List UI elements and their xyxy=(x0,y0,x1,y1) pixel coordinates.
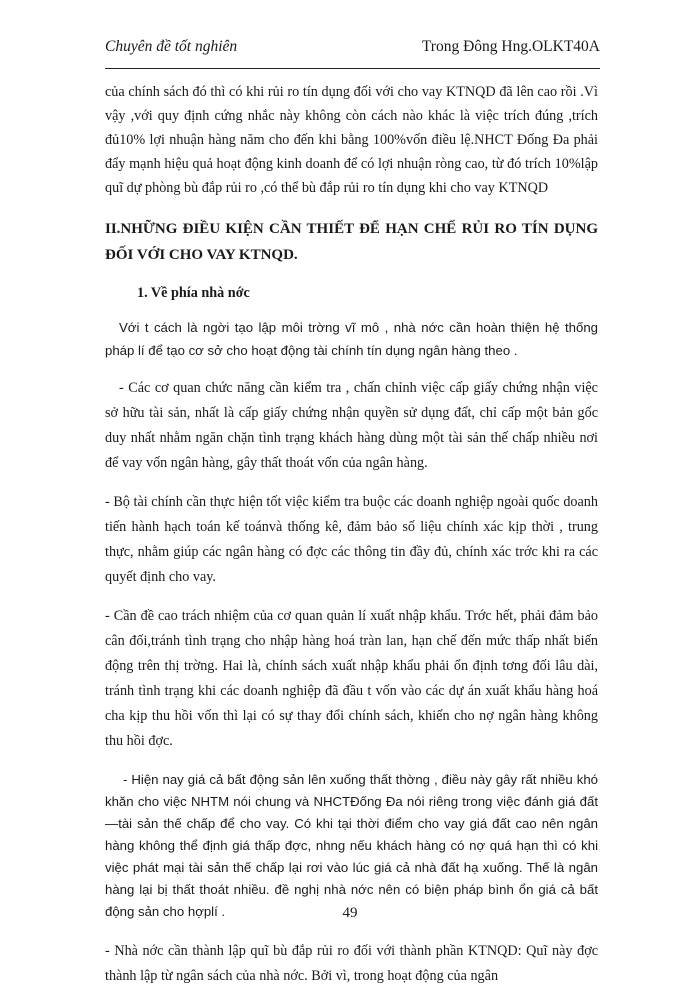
page-body xyxy=(105,80,598,989)
paragraph-bullet-1: - Các cơ quan chức năng cần kiểm tra , chấn chỉnh việc cấp giấy chứng nhận việc sở hữu tài sản, nhất là cấp giấy chứng nhận quyền sử dụng đất, chỉ cấp một bản gốc duy nhất nhằm ngăn chặn tình trạng khách hàng dùng một tài sản thế chấp nhiều nơi để vay vốn ngân hàng, gây thất thoát vốn của ngân hàng. xyxy=(105,380,598,471)
header-document-title: Chuyên đề tốt nghiên xyxy=(105,38,238,55)
header-author-class: Trong Đông Hng.OLKT40A xyxy=(421,38,600,55)
section-heading: II.NHỮNG ĐIỀU KIỆN CẦN THIẾT ĐỂ HẠN CHẾ RỦI RO TÍN DỤNG ĐỐI VỚI CHO VAY KTNQD. xyxy=(105,221,598,263)
page-number: 49 xyxy=(342,905,358,921)
page-header xyxy=(105,38,600,58)
paragraph-continuation: của chính sách đó thì có khi rủi ro tín dụng đối với cho vay KTNQD đã lên cao rồi .Vì vậy ,với quy định cứng nhắc này không còn cách nào khác là việc trích đúng ,trích đủ10% lợi nhuận hàng năm cho đến khi bằng 100%vốn điều lệ.NHCT Đống Đa phải đẩy mạnh hiệu quả hoạt động kinh doanh để có lợi nhuận ròng cao, từ đó trích 10%lập quĩ dự phòng bù đắp rủi ro ,có thể bù đắp rủi ro tín dụng khi cho vay KTNQD xyxy=(105,84,598,196)
paragraph-bullet-5: - Nhà nớc cần thành lập quĩ bù đắp rủi ro đối với thành phần KTNQD: Quĩ này đợc thành lập từ ngân sách của nhà nớc. Bởi vì, trong hoạt động của ngân xyxy=(105,943,598,984)
paragraph-intro: Với t cách là ngời tạo lập môi trờng vĩ mô , nhà nớc cần hoàn thiện hệ thống pháp lí để tạo cơ sở cho hoạt động tài chính tín dụng ngân hàng theo . xyxy=(105,320,598,358)
paragraph-bullet-3: - Cần đề cao trách nhiệm của cơ quan quản lí xuất nhập khẩu. Trớc hết, phải đảm bảo cân đối,tránh tình trạng cho nhập hàng hoá tràn lan, hạn chế đến mức thấp nhất biến động trên thị trờng. Hai là, chính sách xuất nhập khẩu phải ổn định tơng đối lâu dài, tránh tình trạng khi các doanh nghiệp đã đầu t vốn vào các dự án xuất khẩu hàng hoá cha kịp thu hồi vốn thì lại có sự thay đổi chính sách, khiến cho nợ ngân hàng không thu hồi đợc. xyxy=(105,608,598,749)
paragraph-bullet-4: - Hiện nay giá cả bất động sản lên xuống thất thờng , điều này gây rất nhiều khó khăn cho việc NHTM nói chung và NHCTĐống Đa nói riêng trong việc đánh giá đất —tài sản thế chấp để cho vay. Có khi tại thời điểm cho vay giá đất cao nên ngân hàng không thể định giá thấp đợc, nhng nếu khách hàng có nợ quá hạn thì có khi việc phát mại tài sản thế chấp lại rơi vào lúc giá cả nhà đất hạ xuống. Thế là ngân hàng lại bị thất thoát nhiều. đề nghị nhà nớc nên có biện pháp bình ổn giá cả bất động sản cho hợplí . xyxy=(105,772,598,919)
header-rule xyxy=(105,68,600,69)
paragraph-bullet-2: - Bộ tài chính cần thực hiện tốt việc kiểm tra buộc các doanh nghiệp ngoài quốc doanh tiến hành hạch toán kế toánvà thống kê, đảm bảo số liệu chính xác kịp thời , trung thực, nhằm giúp các ngân hàng có đợc các thông tin đầy đủ, chính xác trớc khi ra các quyết định cho vay. xyxy=(105,494,598,585)
subsection-heading: 1. Về phía nhà nớc xyxy=(137,285,250,301)
